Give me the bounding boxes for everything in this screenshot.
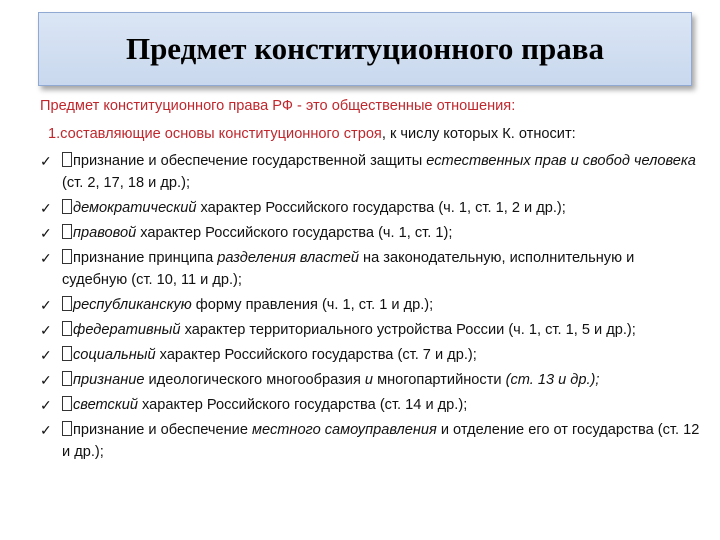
item-italic-text: разделения властей <box>217 250 359 266</box>
check-icon: ✓ <box>40 225 52 241</box>
missing-glyph-icon <box>62 321 72 336</box>
item-text: характер территориального устройства России (ч. 1, ст. 1, 5 и др.); <box>180 322 636 338</box>
item-italic-text: признание <box>73 372 145 388</box>
item-italic-text: светский <box>73 397 138 413</box>
item-italic-text: естественных прав и свобод человека <box>426 153 696 169</box>
item-text: признание принципа <box>73 250 218 266</box>
missing-glyph-icon <box>62 396 72 411</box>
missing-glyph-icon <box>62 152 72 167</box>
item-italic-text: федеративный <box>73 322 181 338</box>
item-text: характер Российского государства (ст. 14 и др.); <box>137 397 468 413</box>
list-item <box>40 369 700 391</box>
item-text: характер Российского государства (ч. 1, ст. 1, 2 и др.); <box>196 200 566 216</box>
principles-list <box>40 150 700 466</box>
check-icon: ✓ <box>40 347 52 363</box>
intro-line: Предмет конституционного права РФ - это общественные отношения: <box>40 98 516 114</box>
missing-glyph-icon <box>62 199 72 214</box>
check-icon: ✓ <box>40 153 52 169</box>
check-icon: ✓ <box>40 297 52 313</box>
item-italic-text: республиканскую <box>73 297 192 313</box>
check-icon: ✓ <box>40 322 52 338</box>
list-item <box>40 150 700 194</box>
list-item <box>40 344 700 366</box>
list-item <box>40 319 700 341</box>
list-item <box>40 294 700 316</box>
missing-glyph-icon <box>62 421 72 436</box>
missing-glyph-icon <box>62 296 72 311</box>
item-text: признание и обеспечение <box>73 422 252 438</box>
item-text: и отделение его от государства (ст. 12 и др.); <box>62 422 700 460</box>
check-icon: ✓ <box>40 422 52 438</box>
missing-glyph-icon <box>62 224 72 239</box>
check-icon: ✓ <box>40 200 52 216</box>
intro-red-text: 1.составляющие основы конституционного строя <box>48 126 382 142</box>
item-text: многопартийности <box>373 372 506 388</box>
check-icon: ✓ <box>40 397 52 413</box>
check-icon: ✓ <box>40 250 52 266</box>
item-italic-text: местного самоуправления <box>252 422 437 438</box>
check-icon: ✓ <box>40 372 52 388</box>
item-italic-text: социальный <box>73 347 156 363</box>
missing-glyph-icon <box>62 371 72 386</box>
item-text: на законодательную, исполнительную и судебную (ст. 10, 11 и др.); <box>62 250 635 288</box>
item-text: признание и обеспечение государственной защиты <box>73 153 427 169</box>
item-text: (ст. 2, 17, 18 и др.); <box>62 175 190 191</box>
item-text: идеологического многообразия <box>144 372 365 388</box>
item-italic-text: и <box>364 372 374 388</box>
item-text: характер Российского государства (ч. 1, ст. 1); <box>136 225 453 241</box>
missing-glyph-icon <box>62 249 72 264</box>
list-item <box>40 247 700 291</box>
item-text: форму правления (ч. 1, ст. 1 и др.); <box>191 297 434 313</box>
item-text: характер Российского государства (ст. 7 и др.); <box>155 347 477 363</box>
intro-line-2 <box>48 126 718 142</box>
item-italic-text: правовой <box>73 225 137 241</box>
list-item <box>40 394 700 416</box>
list-item <box>40 197 700 219</box>
item-italic-text: (ст. 13 и др.); <box>505 372 600 388</box>
title-box <box>38 12 692 86</box>
missing-glyph-icon <box>62 346 72 361</box>
page-title: Предмет конституционного права <box>125 31 605 66</box>
intro-rest-text: , к числу которых К. относит: <box>381 126 576 142</box>
list-item <box>40 419 700 463</box>
list-item <box>40 222 700 244</box>
item-italic-text: демократический <box>73 200 197 216</box>
